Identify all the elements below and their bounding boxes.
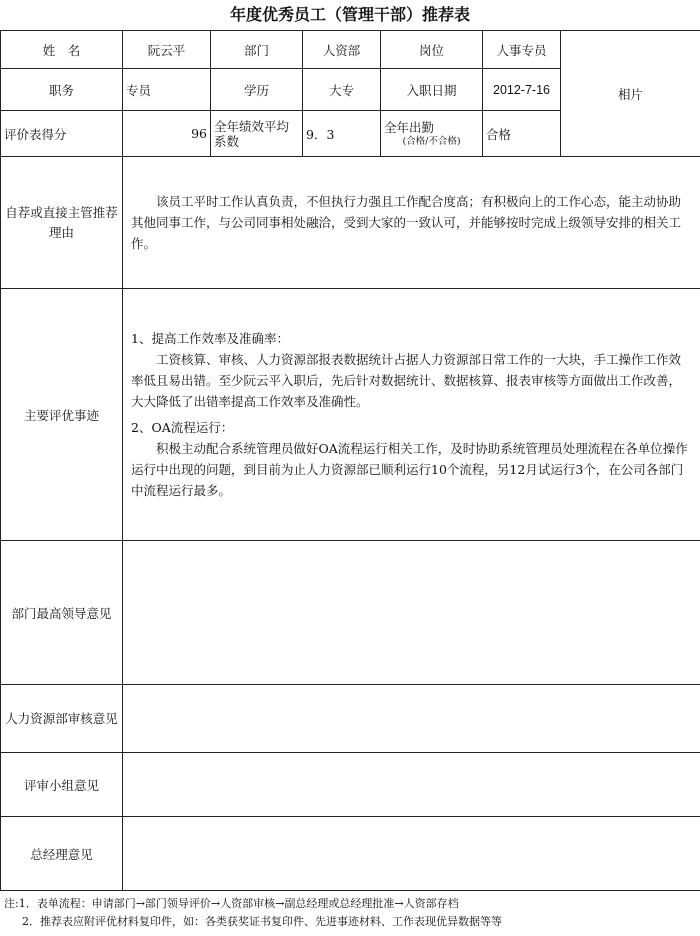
perf-value: 9．3	[303, 111, 381, 157]
photo-cell: 相片	[561, 31, 700, 157]
duty-label: 职务	[1, 69, 123, 111]
form-notes	[0, 890, 700, 936]
hr-review-opinion-field[interactable]	[123, 685, 700, 753]
post-label: 岗位	[381, 31, 483, 69]
dept-value: 人资部	[303, 31, 381, 69]
form-title: 年度优秀员工（管理干部）推荐表	[0, 0, 700, 31]
reason-label: 自荐或直接主管推荐理由	[1, 157, 123, 289]
row-gm-opinion	[1, 817, 700, 891]
row-reason	[1, 157, 700, 289]
name-label: 姓 名	[1, 31, 123, 69]
deeds-item2-title: 2、OA流程运行：	[131, 419, 234, 435]
perf-label: 全年绩效平均系数	[211, 111, 303, 157]
dept-head-opinion-label: 部门最高领导意见	[1, 541, 123, 685]
attend-label: 全年出勤	[384, 119, 435, 135]
score-value: 96	[123, 111, 211, 157]
score-label: 评价表得分	[1, 111, 123, 157]
post-value: 人事专员	[483, 31, 561, 69]
row-dept-head-opinion	[1, 541, 700, 685]
deeds-item1-title: 1、提高工作效率及准确率：	[131, 330, 289, 346]
attend-sub: (合格/不合格)	[402, 135, 461, 147]
hire-label: 入职日期	[381, 69, 483, 111]
edu-value: 大专	[303, 69, 381, 111]
panel-opinion-label: 评审小组意见	[1, 753, 123, 817]
note-line-2: 2．推荐表应附评优材料复印件，如：各类获奖证书复印件、先进事迹材料、工作表现优异数据等等	[22, 915, 502, 928]
row-deeds	[1, 289, 700, 541]
form-table	[0, 30, 700, 891]
name-value: 阮云平	[123, 31, 211, 69]
row-basic-info	[1, 31, 700, 69]
reason-content	[123, 157, 700, 289]
attend-cell	[381, 111, 483, 157]
panel-opinion-field[interactable]	[123, 753, 700, 817]
gm-opinion-field[interactable]	[123, 817, 700, 891]
gm-opinion-label: 总经理意见	[1, 817, 123, 891]
edu-label: 学历	[211, 69, 303, 111]
duty-value: 专员	[123, 69, 211, 111]
row-hr-review-opinion	[1, 685, 700, 753]
dept-label: 部门	[211, 31, 303, 69]
attend-value: 合格	[483, 111, 561, 157]
deeds-content	[123, 289, 700, 541]
reason-text: 该员工平时工作认真负责，不但执行力强且工作配合度高；有积极向上的工作心态，能主动协助其他同事工作，与公司同事相处融洽，受到大家的一致认可，并能够按时完成上级领导安排的相关工作。	[131, 194, 682, 251]
deeds-item1-text: 工资核算、审核、人力资源部报表数据统计占据人力资源部日常工作的一大块，手工操作工作效率低且易出错。至少阮云平入职后，先后针对数据统计、数据核算、报表审核等方面做出工作改善，大大降低了出错率提高工作效率及准确性。	[131, 351, 682, 409]
hire-value: 2012-7-16	[483, 69, 561, 111]
deeds-label: 主要评优事迹	[1, 289, 123, 541]
deeds-item2-text: 积极主动配合系统管理员做好OA流程运行相关工作，及时协助系统管理员处理流程在各单位操作运行中出现的问题，到目前为止人力资源部已顺利运行10个流程，另12月试运行3个，在公司各部门中流程运行最多。	[131, 440, 688, 498]
note-line-1: 注:1．表单流程：申请部门→部门领导评价→人资部审核→副总经理或总经理批准→人资部存档	[4, 897, 459, 910]
hr-review-opinion-label: 人力资源部审核意见	[1, 685, 123, 753]
row-panel-opinion	[1, 753, 700, 817]
dept-head-opinion-field[interactable]	[123, 541, 700, 685]
